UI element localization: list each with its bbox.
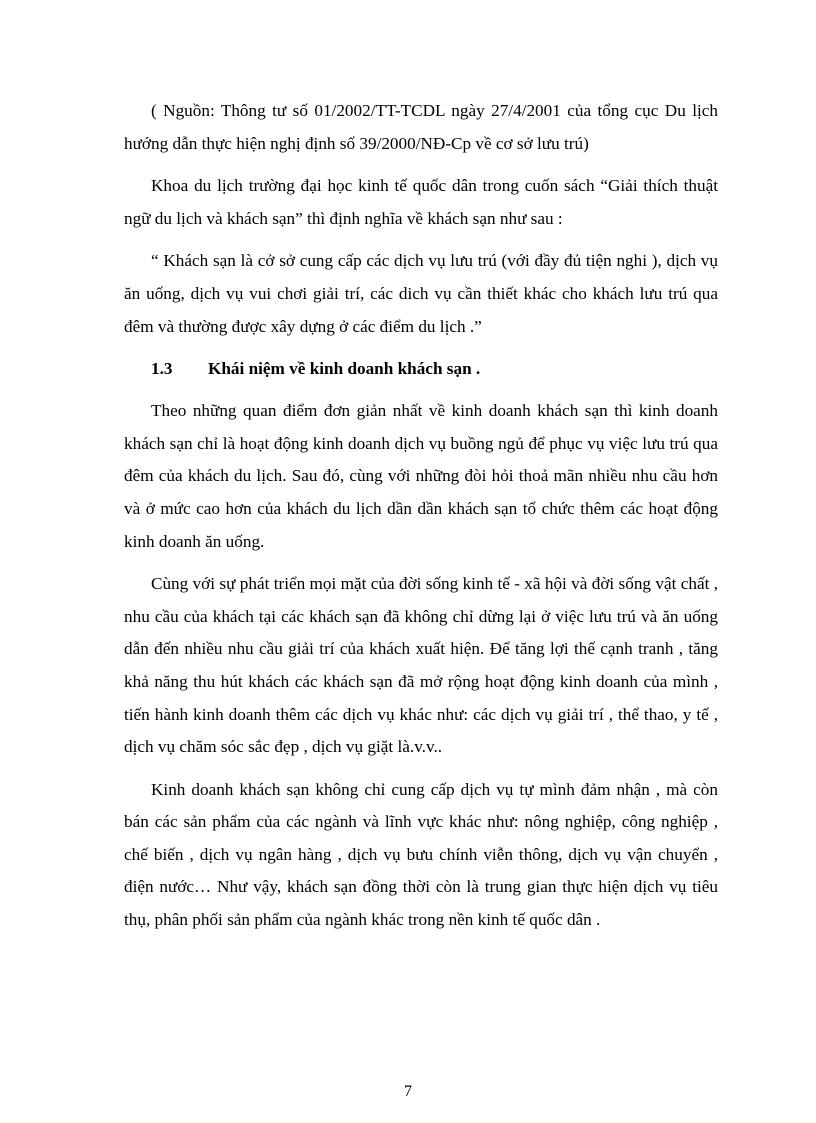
page-content bbox=[124, 95, 718, 947]
section-title: Khái niệm về kinh doanh khách sạn . bbox=[208, 359, 481, 379]
body-paragraph-2: Cùng với sự phát triển mọi mặt của đời sống kinh tế - xã hội và đời sống vật chất , nhu cầu của khách tại các khách sạn đã không chỉ dừng lại ở việc lưu trú và ăn uống dẫn đến nhiều nhu cầu giải trí của khách xuất hiện. Để tăng lợi thế cạnh tranh , tăng khả năng thu hút khách các khách sạn đã mở rộng hoạt động kinh doanh của mình , tiến hành kinh doanh thêm các dịch vụ khác như: các dịch vụ giải trí , thể thao, y tế , dịch vụ chăm sóc sắc đẹp , dịch vụ giặt là.v.v.. bbox=[124, 574, 718, 757]
section-number: 1.3 bbox=[151, 359, 173, 379]
source-note-paragraph: ( Nguồn: Thông tư số 01/2002/TT-TCDL ngày 27/4/2001 của tổng cục Du lịch hướng dẫn thực hiện nghị định số 39/2000/NĐ-Cp về cơ sở lưu trú) bbox=[124, 101, 718, 153]
definition-quote-paragraph: “ Khách sạn là cở sở cung cấp các dịch vụ lưu trú (với đầy đủ tiện nghi ), dịch vụ ăn uống, dịch vụ vui chơi giải trí, các dich vụ cần thiết khác cho khách lưu trú qua đêm và thường được xây dựng ở các điểm du lịch .” bbox=[124, 251, 718, 336]
body-paragraph-1: Theo những quan điểm đơn giản nhất về kinh doanh khách sạn thì kinh doanh khách sạn chỉ là hoạt động kinh doanh dịch vụ buồng ngủ để phục vụ việc lưu trú qua đêm của khách du lịch. Sau đó, cùng với những đòi hỏi thoả mãn nhiều nhu cầu hơn và ở mức cao hơn của khách du lịch dần dần khách sạn tổ chức thêm các hoạt động kinh doanh ăn uống. bbox=[124, 401, 718, 551]
body-paragraph-3: Kinh doanh khách sạn không chỉ cung cấp dịch vụ tự mình đảm nhận , mà còn bán các sản phẩm của các ngành và lĩnh vực khác như: nông nghiệp, công nghiệp , chế biến , dịch vụ ngân hàng , dịch vụ bưu chính viễn thông, dịch vụ vận chuyển , điện nước… Như vậy, khách sạn đồng thời còn là trung gian thực hiện dịch vụ tiêu thụ, phân phối sản phẩm của ngành khác trong nền kinh tế quốc dân . bbox=[124, 779, 718, 930]
page-number: 7 bbox=[404, 1083, 412, 1100]
section-heading bbox=[124, 353, 718, 385]
definition-intro-paragraph: Khoa du lịch trường đại học kinh tế quốc dân trong cuốn sách “Giải thích thuật ngữ du lịch và khách sạn” thì định nghĩa về khách sạn như sau : bbox=[124, 176, 718, 228]
